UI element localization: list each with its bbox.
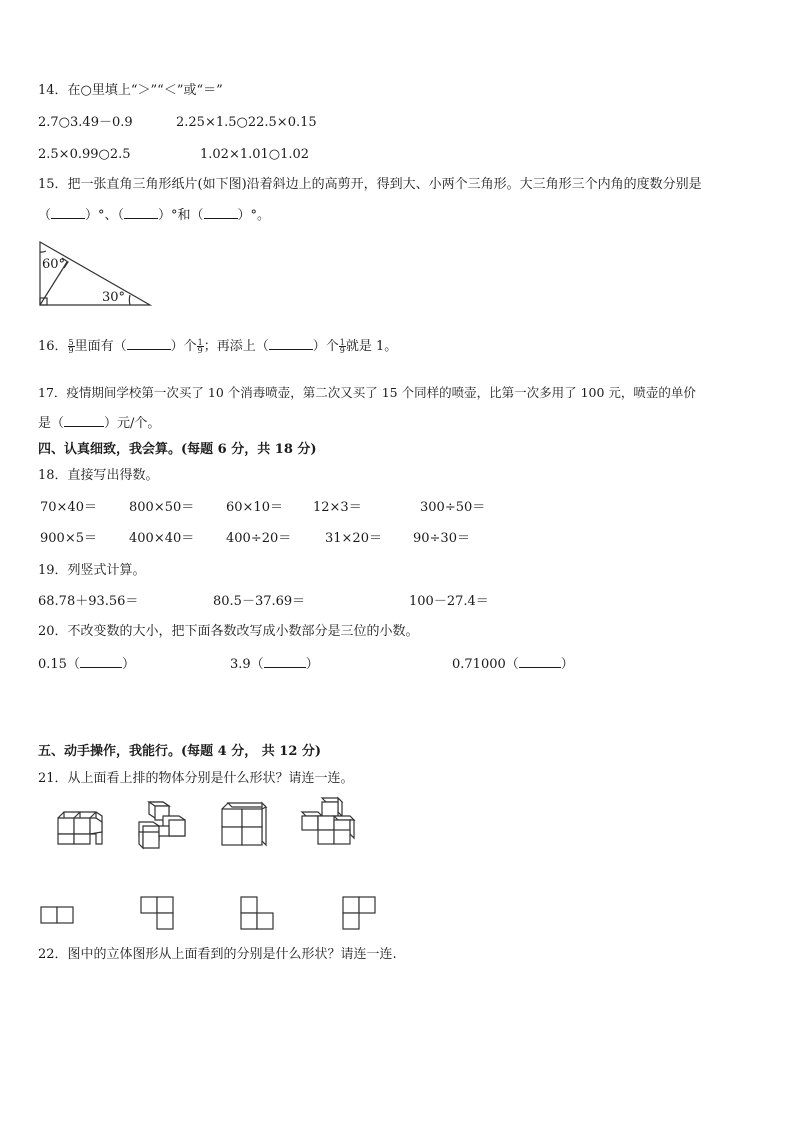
q18-calc: 12×3＝ [313,500,362,515]
q19-calc: 80.5－37.69＝ [213,594,306,609]
q18-calc: 900×5＝ [40,531,97,546]
answer-blank[interactable] [80,655,122,668]
q16-line: 16． $\frac{5}{9}$ 里面有（ ）个 $\frac{1}{9}$ ；再添上（ ）个 $\frac{1}{9}$ 就是 1。 [38,338,398,355]
q18-calc: 60×10＝ [226,500,283,515]
q17-line1: 17．疫情期间学校第一次买了 10 个消毒喷壶，第二次又买了 15 个同样的喷壶，比第一次多用了 100 元，喷壶的单价 [38,385,696,400]
fraction-five-ninths: $\frac{5}{9}$ [68,338,74,355]
q18-calc: 800×50＝ [129,500,195,515]
q21-title: 21．从上面看上排的物体分别是什么形状？请连一连。 [38,771,354,786]
answer-blank[interactable] [264,655,306,668]
q18-calc: 70×40＝ [40,500,97,515]
cube-stack-figure-1 [56,810,106,850]
q20-item: 0.71000（ ） [452,657,574,672]
q18-calc: 400÷20＝ [226,531,292,546]
q14-item-1: 2.7○3.49－0.9 [38,115,133,130]
q18-calc: 90÷30＝ [413,531,470,546]
angle-30-label: 30° [102,290,126,305]
answer-blank[interactable] [204,206,238,219]
q18-calc: 300÷50＝ [420,500,486,515]
q14-item-3: 2.5×0.99○2.5 [38,147,131,162]
q19-calc: 68.78＋93.56＝ [38,594,139,609]
q14-item-2: 2.25×1.5○22.5×0.15 [176,115,317,130]
top-view-shape-1[interactable] [40,906,76,926]
q18-title: 18．直接写出得数。 [38,468,159,483]
answer-blank[interactable] [124,206,158,219]
q14-title: 14．在○里填上“＞”“＜”或“＝” [38,83,223,98]
q17-line2: 是（ ）元/个。 [38,416,161,431]
answer-blank[interactable] [64,414,104,427]
cube-stack-figure-4 [298,796,356,848]
q15-line1: 15．把一张直角三角形纸片(如下图)沿着斜边上的高剪开，得到大、小两个三角形。大三角形三个内角的度数分别是 [38,177,702,192]
cube-stack-figure-2 [135,800,189,850]
fraction-one-ninth: $\frac{1}{9}$ [339,338,345,355]
q20-item: 0.15（ ） [38,657,135,672]
q22-title: 22．图中的立体图形从上面看到的分别是什么形状？请连一连. [38,947,397,962]
cube-stack-figure-3 [220,801,268,849]
fraction-one-ninth: $\frac{1}{9}$ [197,338,203,355]
section-5-heading: 五、动手操作，我能行。(每题 4 分， 共 12 分) [38,744,322,759]
q18-calc: 400×40＝ [129,531,195,546]
q19-calc: 100－27.4＝ [409,594,489,609]
top-view-shape-2[interactable] [140,896,176,932]
section-4-heading: 四、认真细致，我会算。(每题 6 分，共 18 分) [38,442,317,457]
answer-blank[interactable] [519,655,561,668]
top-view-shape-3[interactable] [240,896,276,932]
top-view-shape-4[interactable] [342,896,378,932]
answer-blank[interactable] [269,337,313,350]
answer-blank[interactable] [51,206,85,219]
q20-item: 3.9（ ） [230,657,319,672]
angle-60-label: 60° [42,257,66,272]
q14-item-4: 1.02×1.01○1.02 [200,147,310,162]
right-triangle-figure [38,240,154,308]
q15-line2: （ ）°、（ ）°和（ ）°。 [38,208,271,223]
q20-title: 20．不改变数的大小，把下面各数改写成小数部分是三位的小数。 [38,624,419,639]
q19-title: 19．列竖式计算。 [38,563,146,578]
answer-blank[interactable] [127,337,171,350]
q18-calc: 31×20＝ [325,531,382,546]
